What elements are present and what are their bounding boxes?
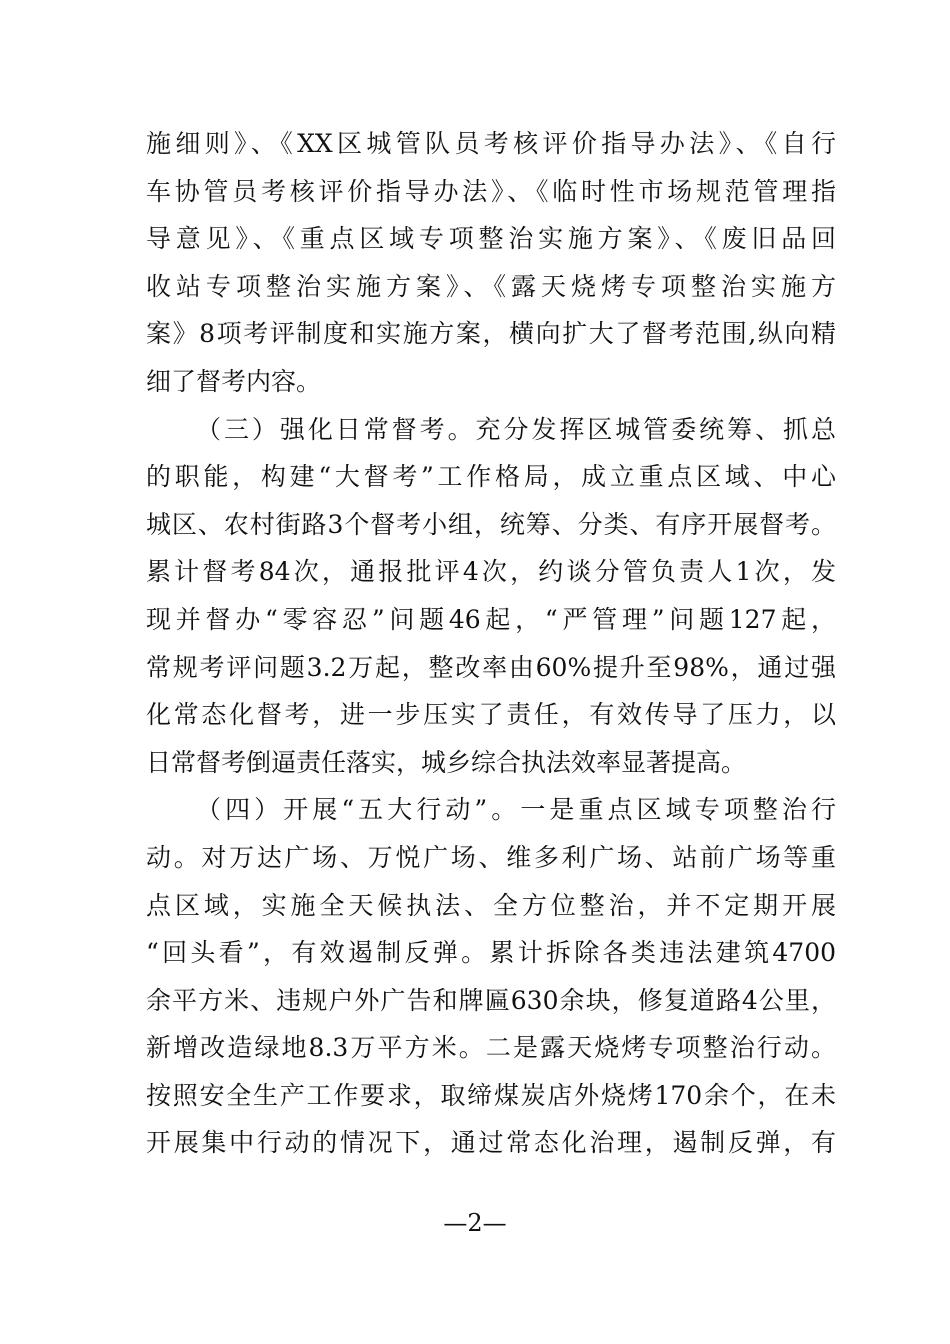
text-line: 城区、农村街路3个督考小组，统筹、分类、有序开展督考。 (146, 509, 836, 539)
text-line: 的职能，构建“大督考”工作格局，成立重点区域、中心 (146, 462, 836, 492)
section-heading-line: （四）开展“五大行动”。一是重点区域专项整治行 (196, 795, 836, 825)
body-text (146, 120, 836, 1167)
text-line: 施细则》、《XX区城管队员考核评价指导办法》、《自行 (146, 129, 836, 158)
page-number: —2— (443, 1209, 507, 1237)
text-line: 现并督办“零容忍”问题46起，“严管理”问题127起， (146, 604, 836, 634)
text-line: 车协管员考核评价指导办法》、《临时性市场规范管理指 (146, 176, 836, 206)
text-line: 按照安全生产工作要求，取缔煤炭店外烧烤170余个，在未 (146, 1080, 836, 1110)
text-line: 日常督考倒逼责任落实，城乡综合执法效率显著提高。 (146, 747, 747, 777)
text-line: 化常态化督考，进一步压实了责任，有效传导了压力，以 (146, 700, 836, 730)
section-heading-line: （三）强化日常督考。充分发挥区城管委统筹、抓总 (196, 414, 836, 444)
text-line: 累计督考84次，通报批评4次，约谈分管负责人1次，发 (146, 557, 837, 587)
text-line: 常规考评问题3.2万起，整改率由60%提升至98%，通过强 (146, 652, 836, 682)
text-line: 新增改造绿地8.3万平方米。二是露天烧烤专项整治行动。 (146, 1033, 836, 1063)
text-line: 细了督考内容。 (146, 366, 322, 396)
text-line: 余平方米、违规户外广告和牌匾630余块，修复道路4公里， (146, 985, 836, 1015)
text-line: 收站专项整治实施方案》、《露天烧烤专项整治实施方 (146, 271, 836, 301)
text-line: 案》8项考评制度和实施方案，横向扩大了督考范围,纵向精 (146, 319, 836, 349)
text-line: 点区域，实施全天候执法、全方位整治，并不定期开展 (146, 890, 836, 920)
text-line: 导意见》、《重点区域专项整治实施方案》、《废旧品回 (146, 224, 836, 254)
text-line: “回头看”，有效遏制反弹。累计拆除各类违法建筑4700 (146, 938, 836, 968)
text-line: 动。对万达广场、万悦广场、维多利广场、站前广场等重 (146, 842, 836, 872)
text-line: 开展集中行动的情况下，通过常态化治理，遏制反弹，有 (146, 1128, 836, 1158)
